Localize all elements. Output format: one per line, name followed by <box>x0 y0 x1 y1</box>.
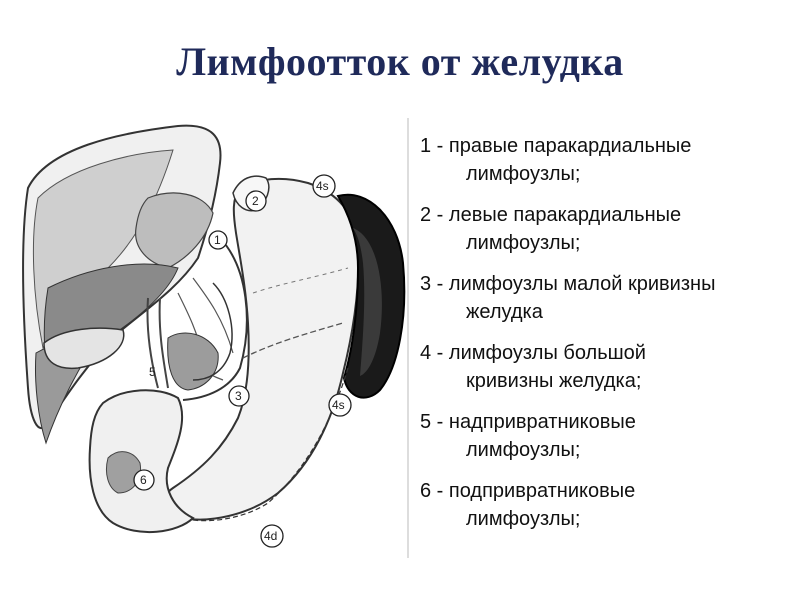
legend-item-text: 3 - лимфоузлы малой кривизны <box>420 273 716 295</box>
liver-quadrate-lobe <box>136 193 213 268</box>
legend-item-text: лимфоузлы; <box>466 508 581 530</box>
node-4d <box>261 525 283 547</box>
node-5-label: 5 <box>149 365 156 379</box>
legend-item-text: лимфоузлы; <box>466 163 581 185</box>
node-4s-label: 4s <box>332 398 345 412</box>
legend-item-1 <box>420 132 790 188</box>
duodenum <box>90 390 193 532</box>
legend-item-3 <box>420 270 790 326</box>
node-1 <box>209 231 227 249</box>
legend-item-text: 5 - надпривратниковые <box>420 411 636 433</box>
legend-item-text: желудка <box>466 301 543 323</box>
legend-item-text: лимфоузлы; <box>466 232 581 254</box>
diagram-svg <box>8 118 413 558</box>
node-4s-top <box>313 175 335 197</box>
stomach-lymph-diagram <box>8 118 413 558</box>
legend-item-text: лимфоузлы; <box>466 439 581 461</box>
legend-item-4 <box>420 339 790 395</box>
legend-list <box>420 132 790 546</box>
legend-item-text: 4 - лимфоузлы большой <box>420 342 646 364</box>
slide-title: Лимфоотток от желудка <box>176 39 624 84</box>
node-3-label: 3 <box>235 389 242 403</box>
node-2-label: 2 <box>252 194 259 208</box>
legend-item-text: 1 - правые паракардиальные <box>420 135 692 157</box>
legend-item-5 <box>420 408 790 464</box>
node-2 <box>246 191 266 211</box>
legend-item-2 <box>420 201 790 257</box>
node-6-label: 6 <box>140 473 147 487</box>
node-1-label: 1 <box>214 233 221 247</box>
node-3 <box>229 386 249 406</box>
celiac-region <box>168 333 219 390</box>
node-5 <box>149 365 156 379</box>
node-4s-top-label: 4s <box>316 179 329 193</box>
node-4d-label: 4d <box>264 529 278 543</box>
legend-item-text: кривизны желудка; <box>466 370 642 392</box>
legend-item-text: 6 - подпривратниковые <box>420 480 636 502</box>
node-6 <box>134 470 154 490</box>
legend-item-6 <box>420 477 790 533</box>
node-4s <box>329 394 351 416</box>
legend-item-text: 2 - левые паракардиальные <box>420 204 682 226</box>
